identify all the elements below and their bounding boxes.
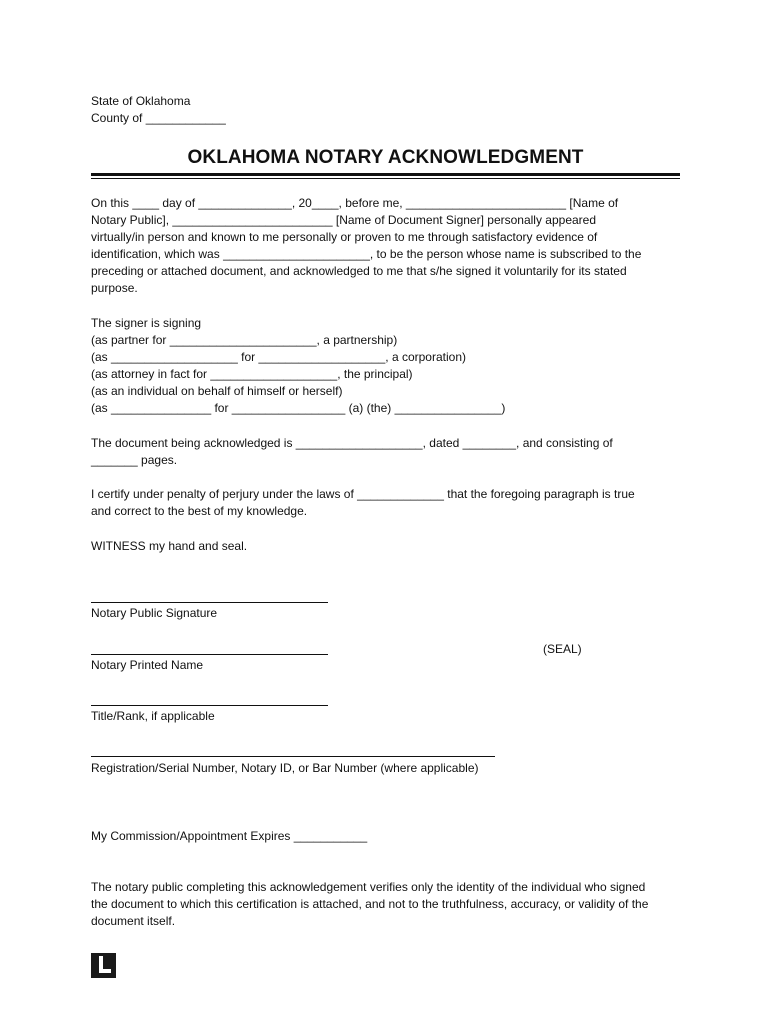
intro-paragraph xyxy=(91,195,691,297)
signer-capacity xyxy=(91,315,691,417)
notary-signature-label: Notary Public Signature xyxy=(91,606,218,620)
document-description xyxy=(91,435,691,469)
certify-line: and correct to the best of my knowledge. xyxy=(91,504,308,518)
title-rule-thick xyxy=(91,173,680,176)
intro-line: On this ____ day of ______________, 20____, before me, ________________________ [Name of xyxy=(91,196,619,210)
header xyxy=(91,93,691,127)
notary-signature-rule xyxy=(91,602,328,603)
intro-line: identification, which was ______________________, to be the person whose name is subscribed to the xyxy=(91,247,642,261)
title-rule-thin xyxy=(91,178,680,179)
registration-rule xyxy=(91,756,495,757)
document-line: The document being acknowledged is ___________________, dated ________, and consisting of xyxy=(91,436,613,450)
disclaimer-line: the document to which this certification is attached, and not to the truthfulness, accuracy, or validity of the xyxy=(91,897,649,911)
intro-line: purpose. xyxy=(91,281,138,295)
intro-line: preceding or attached document, and acknowledged to me that s/he signed it voluntarily for its stated xyxy=(91,264,627,278)
capacity-line: The signer is signing xyxy=(91,316,202,330)
intro-line: Notary Public], ________________________ [Name of Document Signer] personally appeared xyxy=(91,213,597,227)
commission-line: My Commission/Appointment Expires ___________ xyxy=(91,829,368,843)
title-rank-rule xyxy=(91,705,328,706)
disclaimer-line: The notary public completing this acknowledgement verifies only the identity of the individual who signed xyxy=(91,880,646,894)
witness-statement xyxy=(91,538,691,555)
disclaimer xyxy=(91,879,691,930)
title-block xyxy=(91,145,680,179)
notary-printed-name-rule xyxy=(91,654,328,655)
capacity-line: (as an individual on behalf of himself or herself) xyxy=(91,384,343,398)
registration-label: Registration/Serial Number, Notary ID, or Bar Number (where applicable) xyxy=(91,761,479,775)
certify-line: I certify under penalty of perjury under the laws of _____________ that the foregoing paragraph is true xyxy=(91,487,635,501)
document-line: _______ pages. xyxy=(91,453,178,467)
witness-line: WITNESS my hand and seal. xyxy=(91,539,248,553)
capacity-line: (as partner for ______________________, a partnership) xyxy=(91,333,398,347)
commission-expiry xyxy=(91,828,691,845)
intro-line: virtually/in person and known to me personally or proven to me through satisfactory evidence of xyxy=(91,230,598,244)
county-line: County of ____________ xyxy=(91,111,226,125)
notary-printed-name-label: Notary Printed Name xyxy=(91,658,204,672)
disclaimer-line: document itself. xyxy=(91,914,176,928)
capacity-line: (as _______________ for _________________ (a) (the) ________________) xyxy=(91,401,506,415)
page-title: OKLAHOMA NOTARY ACKNOWLEDGMENT xyxy=(187,147,584,168)
state-line: State of Oklahoma xyxy=(91,94,191,108)
capacity-line: (as attorney in fact for ___________________, the principal) xyxy=(91,367,413,381)
title-rank-label: Title/Rank, if applicable xyxy=(91,709,215,723)
capacity-line: (as ___________________ for ___________________, a corporation) xyxy=(91,350,466,364)
certification-paragraph xyxy=(91,486,691,520)
seal-label: (SEAL) xyxy=(543,642,582,656)
brand-logo-icon xyxy=(91,953,116,978)
